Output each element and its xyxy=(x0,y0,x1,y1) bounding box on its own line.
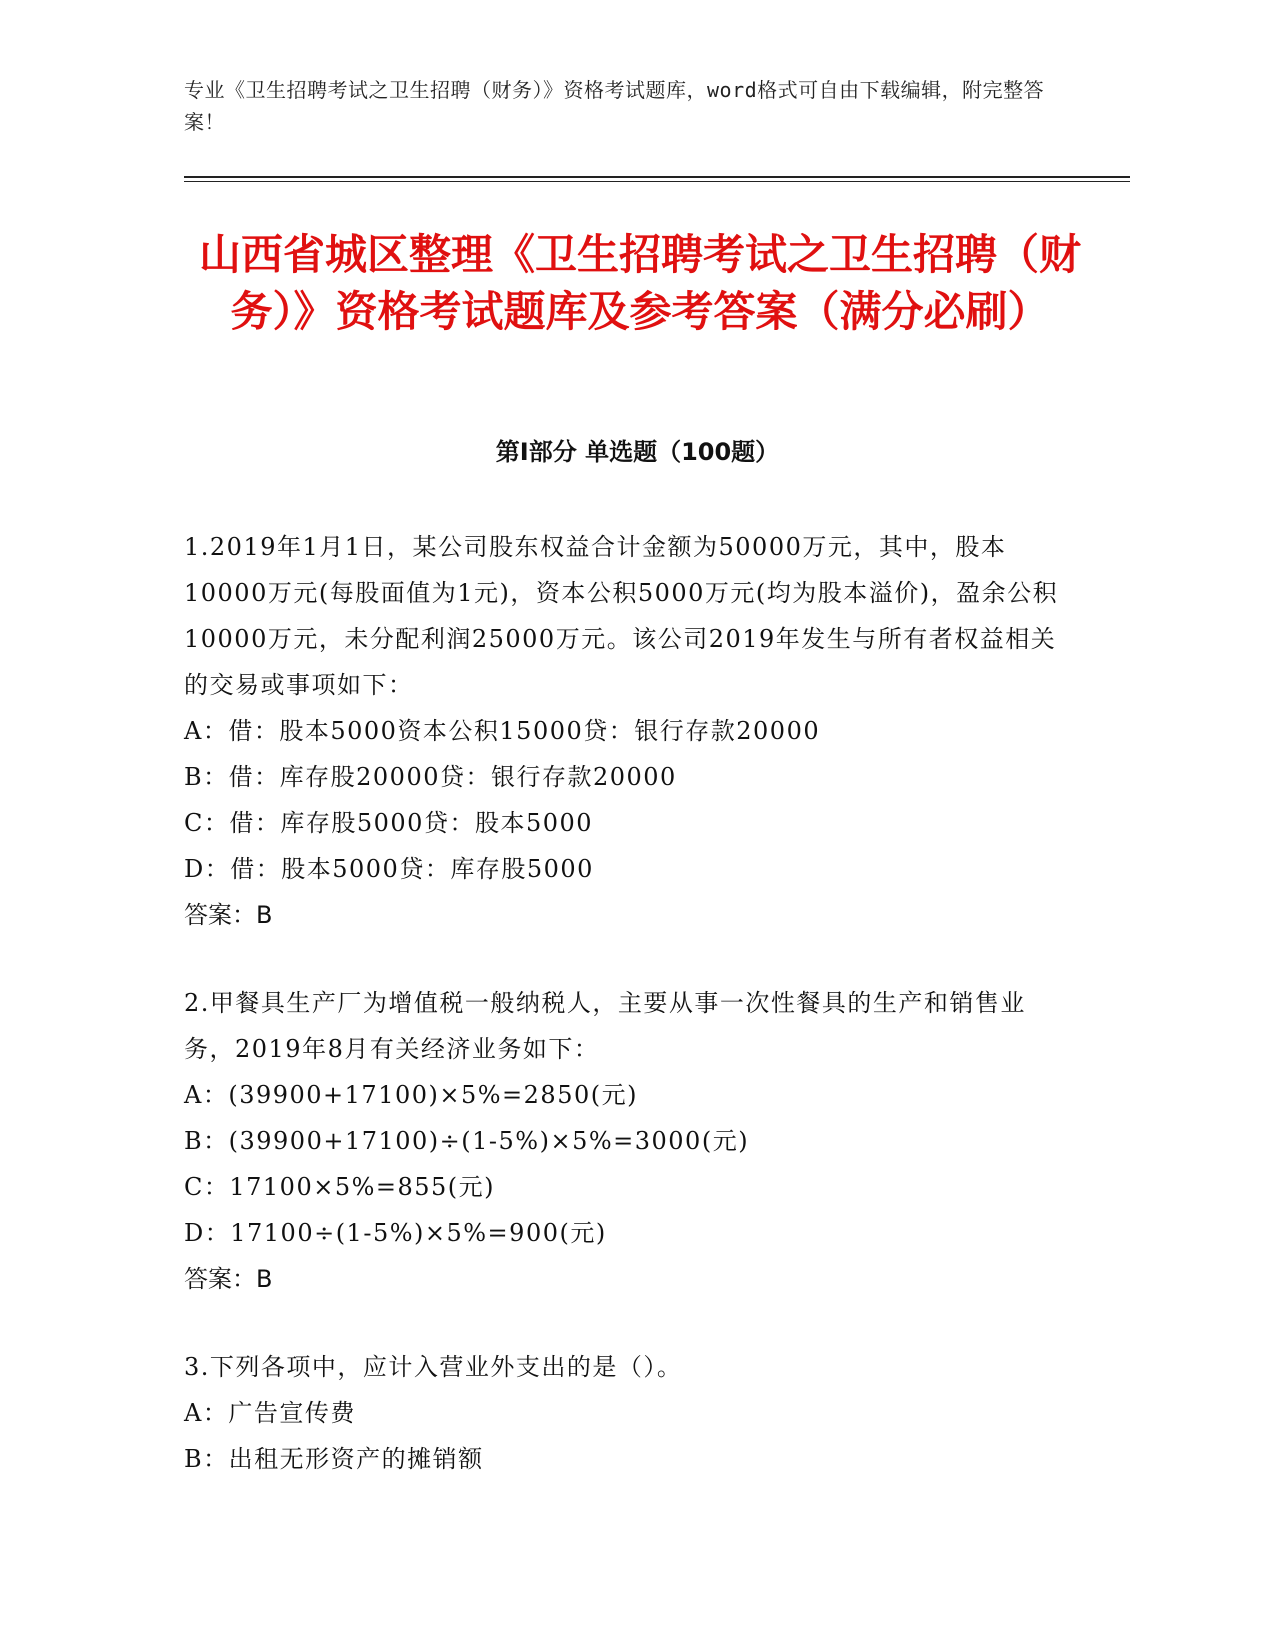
question-3 xyxy=(184,1344,1064,1482)
option-c: C：借：库存股5000贷：股本5000 xyxy=(184,809,594,837)
question-stem: 1.2019年1月1日，某公司股东权益合计金额为50000万元，其中，股本10000万元(每股面值为1元)，资本公积5000万元(均为股本溢价)，盈余公积10000万元，未分配利润25000万元。该公司2019年发生与所有者权益相关的交易或事项如下： xyxy=(184,533,1059,699)
question-2 xyxy=(184,980,1064,1302)
answer-line: 答案：B xyxy=(184,901,273,929)
header-divider-thick xyxy=(184,176,1130,178)
section-title: 第Ⅰ部分 单选题（100题） xyxy=(495,438,780,466)
answer-line: 答案：B xyxy=(184,1265,273,1293)
option-c: C：17100×5%=855(元) xyxy=(184,1173,496,1201)
document-title: 山西省城区整理《卫生招聘考试之卫生招聘（财务）》资格考试题库及参考答案（满分必刷） xyxy=(198,230,1081,336)
option-d: D：借：股本5000贷：库存股5000 xyxy=(184,855,594,883)
option-d: D：17100÷(1-5%)×5%=900(元) xyxy=(184,1219,607,1247)
question-list xyxy=(184,524,1064,1524)
header-divider-thin xyxy=(184,181,1130,182)
option-b: B：出租无形资产的摊销额 xyxy=(184,1445,484,1473)
option-b: B：借：库存股20000贷：银行存款20000 xyxy=(184,763,677,791)
question-1 xyxy=(184,524,1064,938)
option-a: A：广告宣传费 xyxy=(184,1399,356,1427)
option-a: A：(39900+17100)×5%=2850(元) xyxy=(184,1081,638,1109)
question-stem: 2.甲餐具生产厂为增值税一般纳税人，主要从事一次性餐具的生产和销售业务，2019年8月有关经济业务如下： xyxy=(184,989,1026,1063)
header-note: 专业《卫生招聘考试之卫生招聘（财务）》资格考试题库，word格式可自由下载编辑，附完整答案！ xyxy=(184,78,1045,134)
option-b: B：(39900+17100)÷(1-5%)×5%=3000(元) xyxy=(184,1127,750,1155)
question-stem: 3.下列各项中，应计入营业外支出的是（）。 xyxy=(184,1353,683,1381)
option-a: A：借：股本5000资本公积15000贷：银行存款20000 xyxy=(184,717,821,745)
